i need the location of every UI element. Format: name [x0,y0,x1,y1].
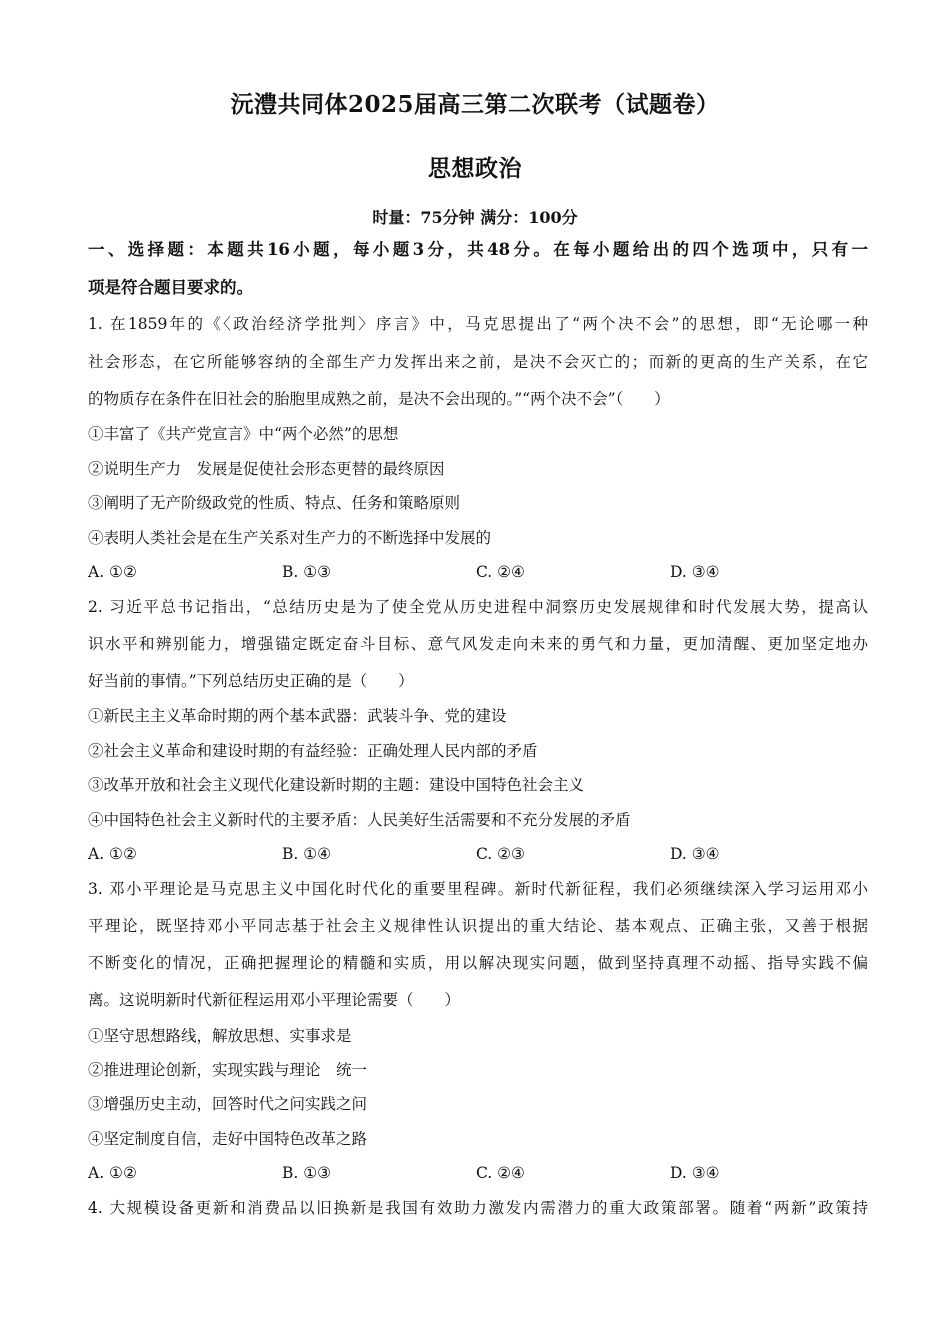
question-3-stem: 不断变化的情况，正确把握理论的精髓和实质，用以解决现实问题，做到坚持真理不动摇、指导实践不偏 [88,954,868,972]
question-2-item: ①新民主主义革命时期的两个基本武器：武装斗争、党的建设 [88,707,507,725]
question-3-item: ②推进理论创新，实现实践与理论 统一 [88,1061,368,1079]
question-3-stem: 3. 邓小平理论是马克思主义中国化时代化的重要里程碑。新时代新征程，我们必须继续深入学习运用邓小 [88,880,868,898]
question-3-stem: 离。这说明新时代新征程运用邓小平理论需要（ ） [88,991,461,1009]
section-heading-cont: 项是符合题目要求的。 [88,278,253,297]
question-1-stem: 1. 在1859年的《〈政治经济学批判〉序言》中，马克思提出了“两个决不会”的思想，即“无论哪一种 [88,315,868,333]
question-1-item: ①丰富了《共产党宣言》中“两个必然”的思想 [88,425,399,443]
question-1-stem: 的物质存在条件在旧社会的胎胞里成熟之前，是决不会出现的。”“两个决不会”（ ） [88,390,670,408]
question-2-option-b: B. ①④ [282,845,332,863]
question-2-option-a: A. ①② [88,845,137,863]
question-2-stem: 识水平和辨别能力，增强锚定既定奋斗目标、意气风发走向未来的勇气和力量，更加清醒、更加坚定地办 [88,635,868,653]
exam-title: 沅澧共同体2025届高三第二次联考（试题卷） [230,91,720,118]
subject-title: 思想政治 [428,155,522,182]
question-2-stem: 2. 习近平总书记指出，“总结历史是为了使全党从历史进程中洞察历史发展规律和时代发展大势，提高认 [88,598,868,616]
question-2-item: ②社会主义革命和建设时期的有益经验：正确处理人民内部的矛盾 [88,742,538,760]
question-3-option-d: D. ③④ [670,1164,720,1182]
question-4-stem: 4. 大规模设备更新和消费品以旧换新是我国有效助力激发内需潜力的重大政策部署。随着“两新”政策持 [88,1199,868,1217]
question-1-item: ④表明人类社会是在生产关系对生产力的不断选择中发展的 [88,529,492,547]
question-2-option-c: C. ②③ [476,845,525,863]
question-1-option-c: C. ②④ [476,563,525,581]
question-2-item: ③改革开放和社会主义现代化建设新时期的主题：建设中国特色社会主义 [88,776,585,794]
question-3-item: ④坚定制度自信，走好中国特色改革之路 [88,1130,368,1148]
question-1-stem: 社会形态，在它所能够容纳的全部生产力发挥出来之前，是决不会灭亡的；而新的更高的生产关系，在它 [88,353,868,371]
question-2-stem: 好当前的事情。”下列总结历史正确的是（ ） [88,672,414,690]
question-3-item: ①坚守思想路线，解放思想、实事求是 [88,1027,352,1045]
question-1-item: ③阐明了无产阶级政党的性质、特点、任务和策略原则 [88,494,461,512]
question-1-option-b: B. ①③ [282,563,332,581]
question-1-option-a: A. ①② [88,563,137,581]
question-1-item: ②说明生产力 发展是促使社会形态更替的最终原因 [88,460,445,478]
question-3-item: ③增强历史主动，回答时代之问实践之问 [88,1095,368,1113]
question-3-option-c: C. ②④ [476,1164,525,1182]
question-2-option-d: D. ③④ [670,845,720,863]
question-3-option-a: A. ①② [88,1164,137,1182]
question-3-option-b: B. ①③ [282,1164,332,1182]
question-1-option-d: D. ③④ [670,563,720,581]
exam-meta: 时量：75分钟 满分：100分 [372,208,578,227]
section-heading: 一、选择题：本题共16小题，每小题3分，共48分。在每小题给出的四个选项中，只有一 [88,240,868,259]
question-3-stem: 平理论，既坚持邓小平同志基于社会主义规律性认识提出的重大结论、基本观点、正确主张，又善于根据 [88,917,868,935]
question-2-item: ④中国特色社会主义新时代的主要矛盾：人民美好生活需要和不充分发展的矛盾 [88,811,631,829]
